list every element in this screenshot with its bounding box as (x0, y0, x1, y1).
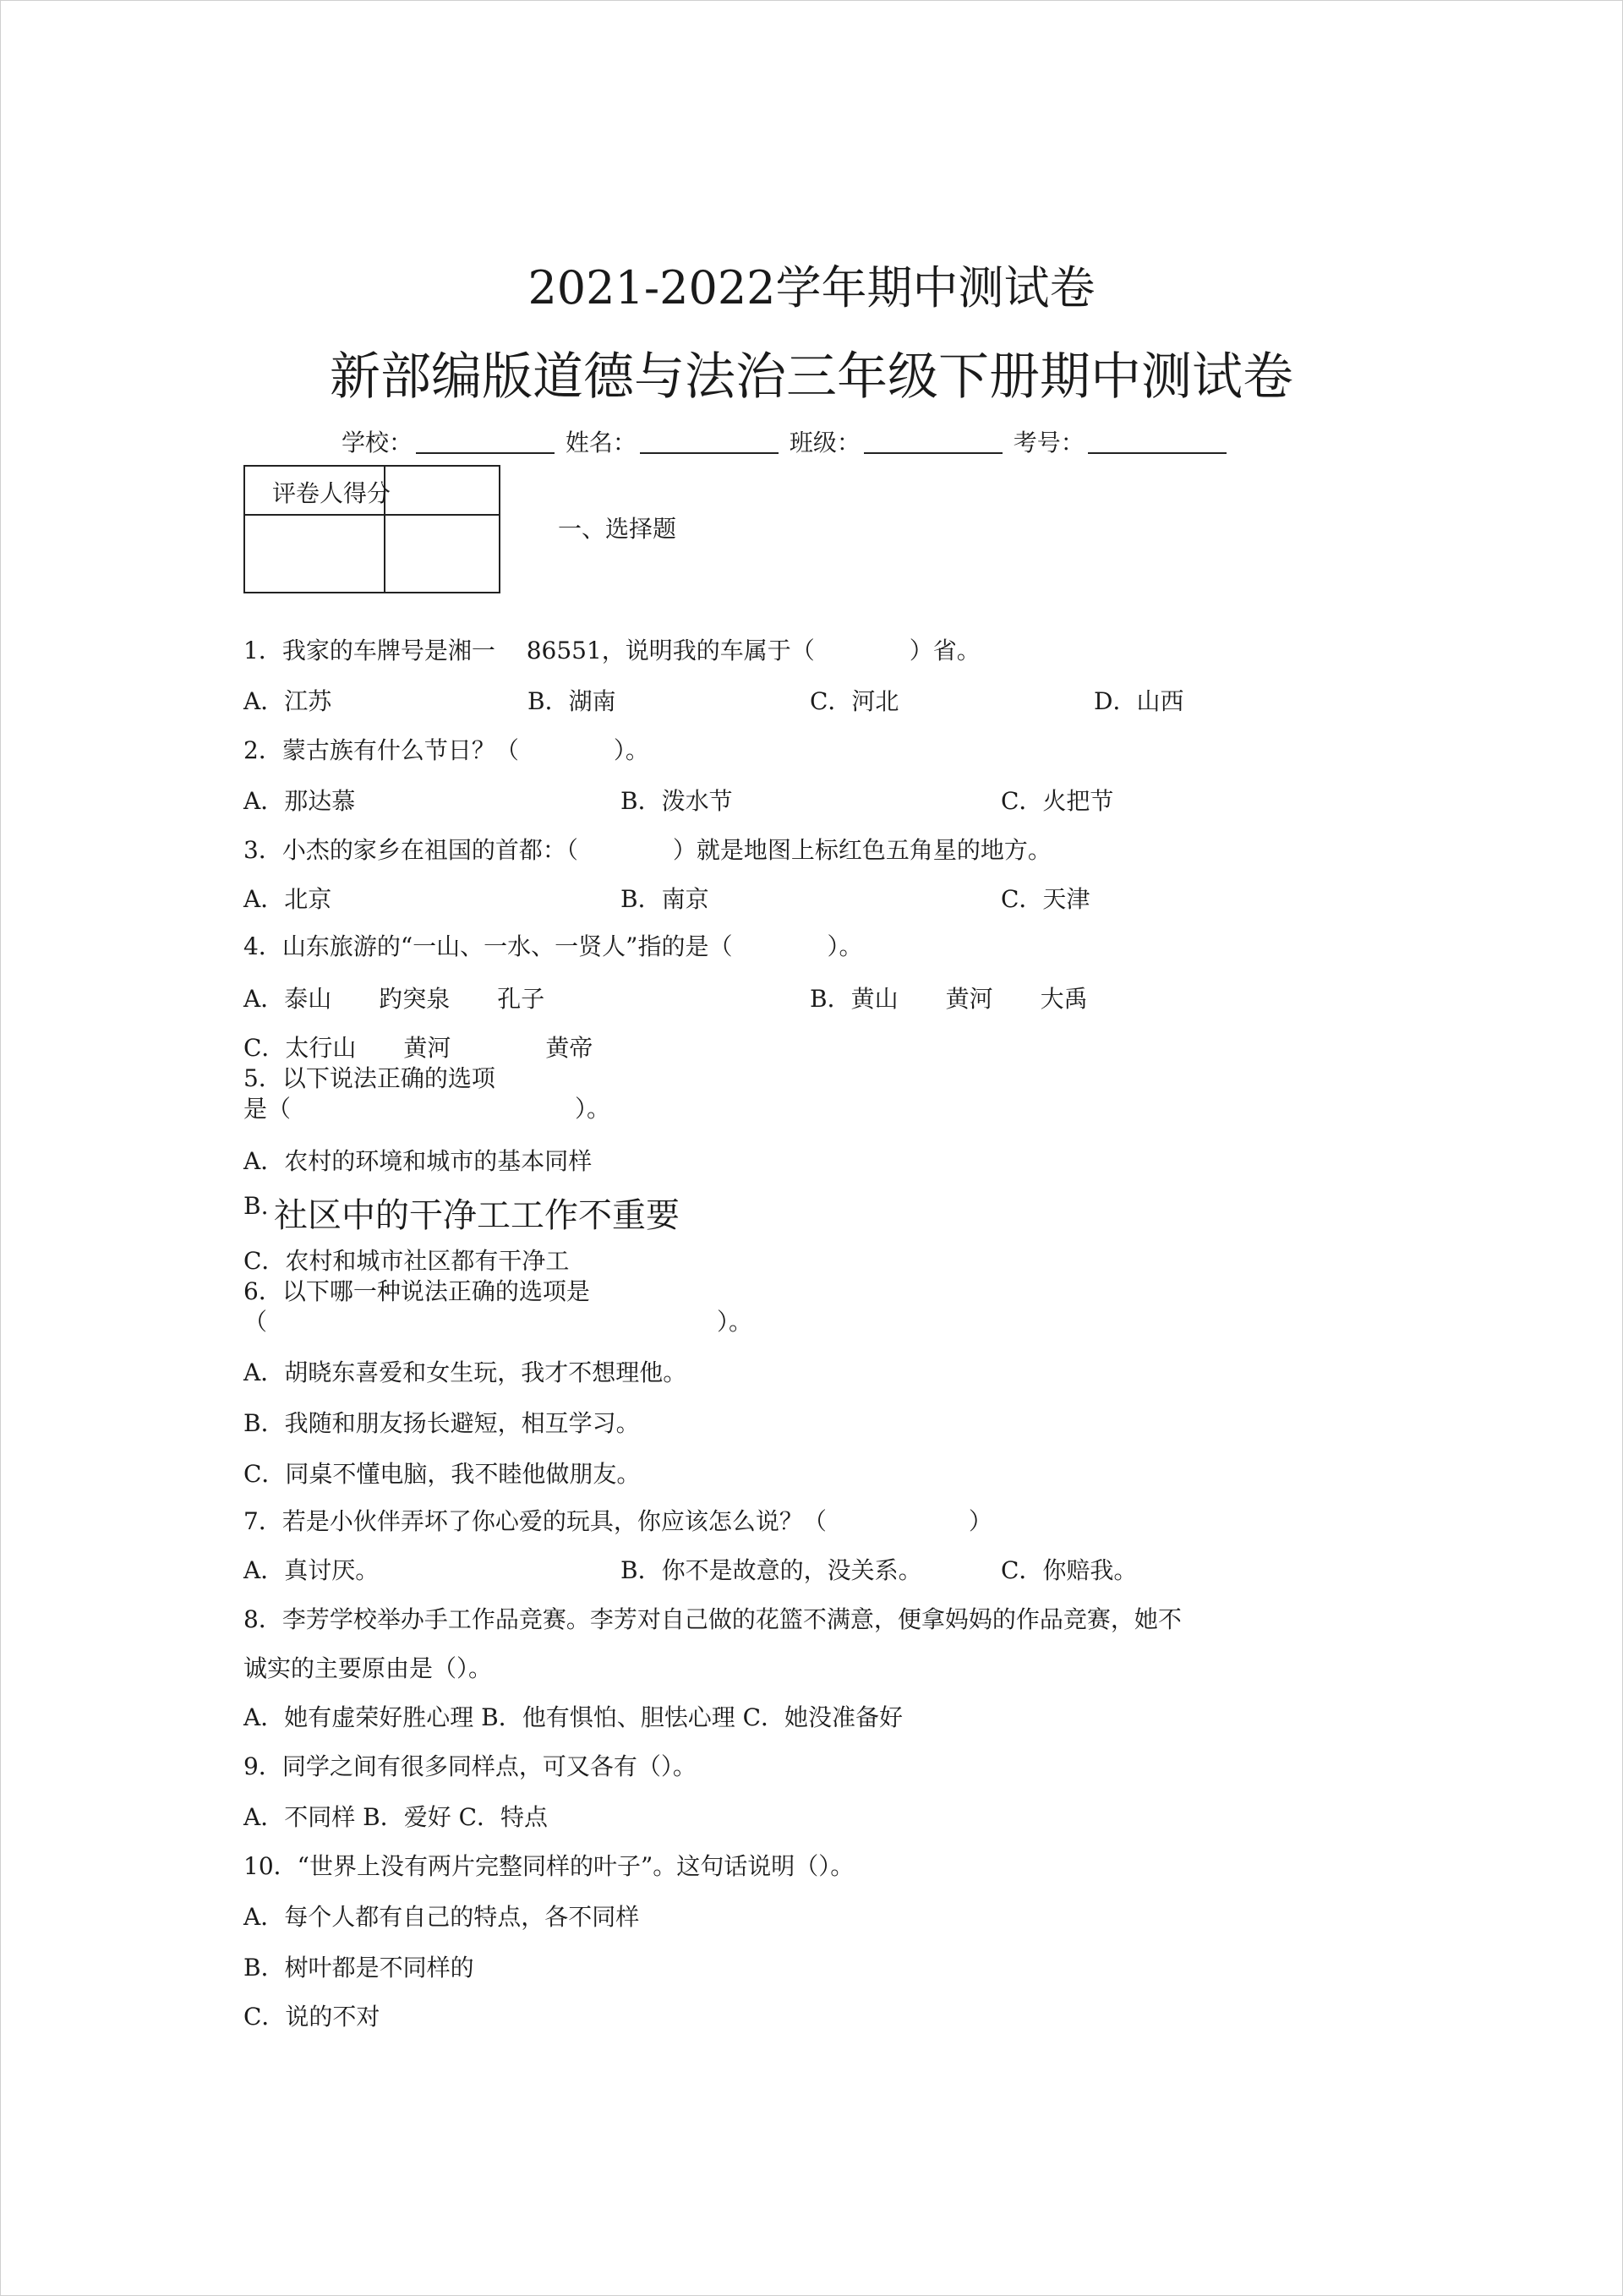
option-1c: C．河北 (810, 687, 899, 715)
option-6c: C．同桌不懂电脑，我不睦他做朋友。 (243, 1460, 641, 1488)
option-1d: D．山西 (1094, 687, 1184, 715)
option-5a: A．农村的环境和城市的基本同样 (243, 1147, 593, 1175)
score-table (243, 465, 500, 593)
school-label: 学校： (342, 429, 413, 456)
question-5-cont: 是（ ）。 (243, 1095, 611, 1123)
option-3c: C．天津 (1001, 885, 1090, 913)
question-9: 9．同学之间有很多同样点，可又各有（）。 (243, 1752, 697, 1780)
name-blank[interactable] (640, 432, 779, 454)
question-3: 3．小杰的家乡在祖国的首都：（ ）就是地图上标红色五角星的地方。 (243, 836, 1052, 864)
option-3b: B．南京 (620, 885, 709, 913)
class-blank[interactable] (864, 432, 1003, 454)
number-label: 考号： (1013, 429, 1085, 456)
question-10: 10．“世界上没有两片完整同样的叶子”。这句话说明（）。 (243, 1852, 855, 1880)
option-10b: B．树叶都是不同样的 (243, 1954, 474, 1982)
exam-subtitle: 新部编版道德与法治三年级下册期中测试卷 (330, 347, 1293, 407)
option-6b: B．我随和朋友扬长避短，相互学习。 (243, 1409, 640, 1437)
option-10a: A．每个人都有自己的特点，各不同样 (243, 1903, 640, 1931)
question-8: 8．李芳学校举办手工作品竞赛。李芳对自己做的花篮不满意，便拿妈妈的作品竞赛，她不 (243, 1605, 1182, 1633)
number-blank[interactable] (1088, 432, 1227, 454)
option-6a: A．胡晓东喜爱和女生玩，我才不想理他。 (243, 1358, 687, 1386)
option-5b-letter: B. (243, 1192, 269, 1220)
question-8-cont: 诚实的主要原由是（）。 (243, 1654, 493, 1682)
name-label: 姓名： (565, 429, 637, 456)
option-4a: A．泰山 趵突泉 孔子 (243, 985, 545, 1013)
option-5c: C．农村和城市社区都有干净工 (243, 1247, 570, 1275)
option-5b: 社区中的干净工工作不重要 (274, 1196, 680, 1235)
options-9: A．不同样 B．爱好 C．特点 (243, 1803, 549, 1831)
option-4c: C．太行山 黄河 黄帝 (243, 1034, 593, 1062)
question-7: 7．若是小伙伴弄坏了你心爱的玩具，你应该怎么说？（ ） (243, 1507, 992, 1535)
section-title: 一、选择题 (558, 515, 677, 543)
score-table-hline (245, 514, 499, 516)
option-2b: B．泼水节 (620, 787, 733, 815)
school-blank[interactable] (416, 432, 555, 454)
options-8: A．她有虚荣好胜心理 B．他有惧怕、胆怯心理 C．她没准备好 (243, 1703, 904, 1731)
question-6-cont: （ ）。 (243, 1308, 753, 1336)
option-2c: C．火把节 (1001, 787, 1114, 815)
option-7c: C．你赔我。 (1001, 1556, 1138, 1584)
option-1a: A．江苏 (243, 687, 332, 715)
option-1b: B．湖南 (527, 687, 616, 715)
question-1: 1．我家的车牌号是湘一 86551，说明我的车属于（ ）省。 (243, 637, 981, 664)
option-2a: A．那达慕 (243, 787, 356, 815)
option-3a: A．北京 (243, 885, 332, 913)
question-5: 5．以下说法正确的选项 (243, 1064, 495, 1092)
student-info-line (342, 424, 1230, 458)
exam-title: 2021-2022学年期中测试卷 (527, 261, 1096, 314)
option-4b: B．黄山 黄河 大禹 (810, 985, 1088, 1013)
class-label: 班级： (789, 429, 861, 456)
score-table-label: 评卷人得分 (272, 479, 391, 507)
option-10c: C．说的不对 (243, 2003, 380, 2031)
option-7b: B．你不是故意的，没关系。 (620, 1556, 922, 1584)
question-2: 2．蒙古族有什么节日？（ ）。 (243, 736, 649, 764)
question-4: 4．山东旅游的“一山、一水、一贤人”指的是（ ）。 (243, 932, 863, 960)
question-6: 6．以下哪一种说法正确的选项是 (243, 1277, 590, 1305)
option-7a: A．真讨厌。 (243, 1556, 380, 1584)
